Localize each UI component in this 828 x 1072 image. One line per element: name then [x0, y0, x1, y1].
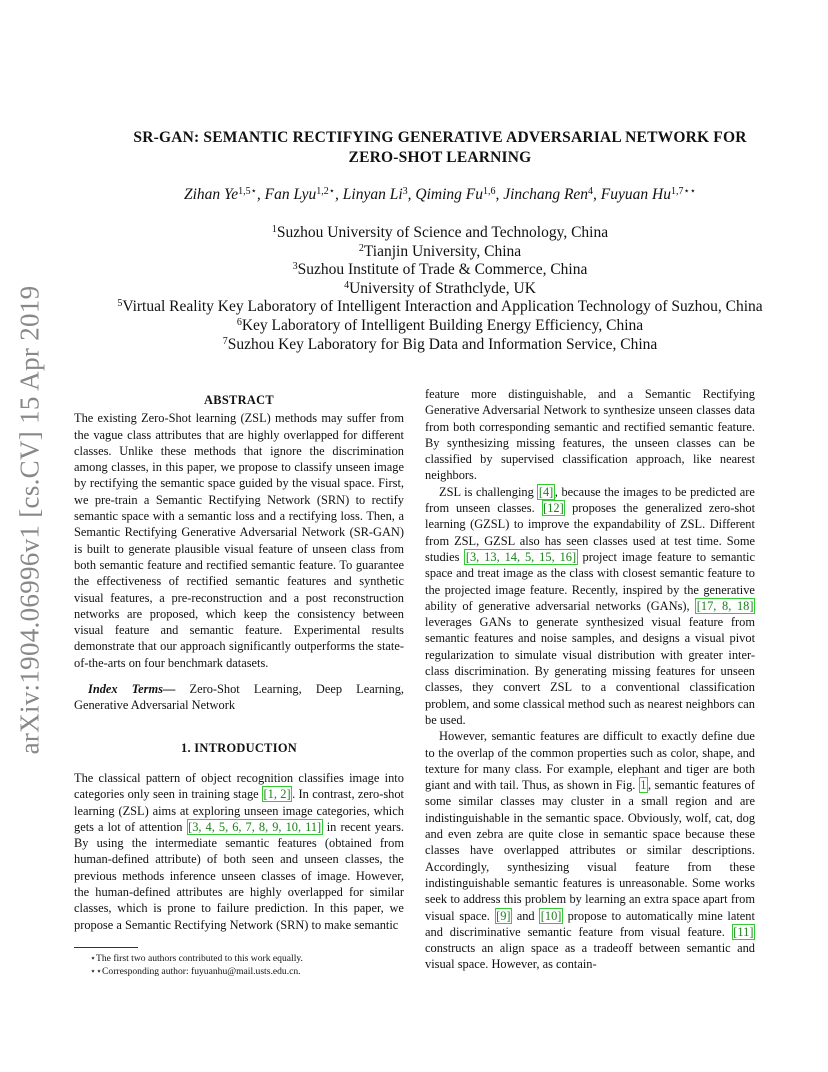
author-name: Zihan Ye	[183, 186, 239, 203]
author-name: Qiming Fu	[415, 186, 483, 203]
footnote: ⋆⋆Corresponding author: fuyuanhu@mail.usts.edu.cn.	[90, 966, 301, 977]
affiliation-marker: 1	[271, 224, 277, 235]
citation-link[interactable]: 1	[640, 778, 647, 793]
abstract-heading: ABSTRACT	[204, 393, 274, 407]
citation-link[interactable]: [1, 2]	[263, 787, 291, 802]
author-affiliation-marker: 3	[402, 186, 408, 197]
footnote-rule	[74, 947, 138, 948]
author-affiliation-marker: 1,6	[483, 186, 496, 197]
affiliation-marker: 2	[358, 242, 364, 254]
citation-link[interactable]: [10]	[540, 908, 562, 923]
title-line: ZERO-SHOT LEARNING	[348, 149, 532, 166]
intro-heading: 1. INTRODUCTION	[180, 740, 298, 755]
affiliation-marker: 4	[344, 279, 350, 291]
affiliation-marker: 6	[236, 316, 242, 328]
index-terms-label: Index Terms—	[88, 682, 176, 697]
affiliation-marker: 5	[117, 298, 123, 310]
affiliation-text: Suzhou Institute of Trade & Commerce, China	[297, 261, 588, 279]
affiliation-text: Virtual Reality Key Laboratory of Intelligent Interaction and Application Technology of Suzhou, China	[122, 298, 763, 316]
citation-link[interactable]: [9]	[496, 908, 511, 923]
affiliation-line	[60, 280, 820, 299]
affiliation-marker: 7	[222, 335, 228, 347]
citation-link[interactable]: [3, 4, 5, 6, 7, 8, 9, 10, 11]	[188, 819, 322, 834]
left-column	[74, 392, 404, 933]
affiliation-line	[60, 261, 820, 280]
affiliation-text: Tianjin University, China	[363, 242, 522, 260]
affiliation-text: Suzhou University of Science and Technology, China	[276, 224, 609, 241]
author-affiliation-marker: 1,5⋆	[238, 186, 257, 197]
title-line: SR-GAN: SEMANTIC RECTIFYING GENERATIVE ADVERSARIAL NETWORK FOR	[133, 129, 747, 146]
intro-paragraph: However, semantic features are difficult to exactly define due to the overlap of the common properties such as color, shape, and texture for many class. For example, elephant and tiger are both giant and with tail. Thus, as shown in Fig. 1 , semantic features of some similar classes may cluster in a small region and are indistinguishable in the semantic space. Obviously, wolf, cat, dog and even zebra are quite close in semantic space because these classes have overlapped attributes or similar descriptions. Accordingly, synthesizing visual feature from these indistinguishable semantic features is unreasonable. Some works seek to address this problem by learning an extra space apart from visual space. [9] and [10] propose to automatically mine latent and discriminative semantic feature from visual feature. [11] constructs an align space as a tradeoff between semantic and visual space. However, as contain-	[425, 729, 756, 972]
author-affiliation-marker: 1,2⋆	[316, 186, 336, 197]
author-name: Fuyuan Hu	[600, 186, 671, 203]
affiliation-line	[60, 317, 820, 336]
author-name: Linyan Li	[342, 186, 403, 203]
affiliation-text: University of Strathclyde, UK	[349, 279, 536, 297]
author-affiliation-marker: 4	[588, 186, 594, 197]
footnote: ⋆The first two authors contributed to this work equally.	[90, 953, 303, 964]
index-terms	[74, 681, 404, 714]
affiliation-list	[60, 224, 820, 354]
author-name: Jinchang Ren	[503, 186, 589, 203]
paper-title	[60, 128, 820, 168]
affiliation-line	[60, 336, 820, 355]
intro-paragraph: ZSL is challenging [4] , because the images to be predicted are from unseen classes. [12] proposes the generalized zero-shot learning (GZSL) to improve the expandability of ZSL. Different from ZSL, GZSL also has seen classes used at test time. Some studies [3, 13, 14, 5, 15, 16] project image feature to semantic space and treat image as the class with closest semantic feature to the projected image feature. Recently, inspired by the generative ability of generative adversarial networks (GANs), [17, 8, 18] leverages GANs to generate synthesized visual feature from semantic features and noise samples, and designs a visual pivot regularization to simulate visual distribution with greater inter-class discrimination. By generating missing features for unseen classes, they convert ZSL to a conventional classification problem, and some classical method such as nearest neighbors can be used.	[425, 484, 756, 727]
author-affiliation-marker: 1,7⋆⋆	[670, 186, 696, 197]
citation-link[interactable]: [11]	[733, 924, 754, 939]
affiliation-text: Suzhou Key Laboratory for Big Data and Information Service, China	[227, 335, 658, 353]
affiliation-marker: 3	[292, 261, 298, 273]
right-column	[425, 386, 755, 973]
arxiv-id-text: arXiv:1904.06996v1 [cs.CV] 15 Apr 2019	[14, 285, 45, 755]
index-terms-text: Zero-Shot Learning, Deep Learning, Generative Adversarial Network	[74, 682, 404, 713]
footnotes	[74, 952, 404, 978]
intro-paragraph: The classical pattern of object recognition classifies image into categories only seen in training stage [1, 2] . In contrast, zero-shot learning (ZSL) aims at exploring unseen image categories, which gets a lot of attention [3, 4, 5, 6, 7, 8, 9, 10, 11] in recent years. By using the intermediate semantic features (obtained from human-defined attribute) of both seen and unseen classes, the previous methods inference unseen classes of image. However, the human-defined attributes are highly overlapped for similar classes, which is prone to failure prediction. In this paper, we propose a Semantic Rectifying Network (SRN) to make semantic	[74, 770, 405, 932]
affiliation-line	[60, 224, 820, 243]
citation-link[interactable]: [17, 8, 18]	[696, 598, 754, 613]
affiliation-line	[60, 243, 820, 262]
author-name: Fan Lyu	[264, 186, 317, 203]
abstract-body: The existing Zero-Shot learning (ZSL) methods may suffer from the vague class attributes that are highly overlapped for different classes. Unlike these methods that ignore the discrimination among classes, in this paper, we propose to classify unseen image by rectifying the semantic space guided by the visual space. First, we pre-train a Semantic Rectifying Network (SRN) to rectify semantic space with a semantic loss and a rectifying loss. Then, a Semantic Rectifying Generative Adversarial Network (SR-GAN) is built to generate plausible visual feature of unseen class from both semantic feature and rectified semantic feature. To guarantee the effectiveness of rectified semantic features and synthetic visual features, a pre-reconstruction and a post reconstruction networks are proposed, which keep the consistency between visual feature and semantic feature. Experimental results demonstrate that our approach significantly outperforms the state-of-the-arts on four benchmark datasets.	[74, 411, 404, 670]
citation-link[interactable]: [12]	[543, 501, 564, 516]
intro-paragraph-continued: feature more distinguishable, and a Semantic Rectifying Generative Adversarial Network to synthesize unseen classes data from both corresponding semantic and rectified semantic feature. By synthesizing missing features, the unseen classes can be classified by supervised classification approach, like nearest neighbors.	[425, 387, 756, 483]
affiliation-text: Key Laboratory of Intelligent Building Energy Efficiency, China	[241, 316, 644, 334]
affiliation-line	[60, 298, 820, 317]
author-list: Zihan $Ye^{1,5⋆}$, Fan Lyu$^{1,2⋆}$, Linyan Li$^3$, Qiming Fu$^{1,6}$, Jinchang Ren$^4$, Fuyuan $Hu^{1,7⋆⋆}$	[183, 186, 696, 203]
arxiv-identifier	[8, 280, 52, 760]
citation-link[interactable]: [4]	[538, 484, 554, 499]
citation-link[interactable]: [3, 13, 14, 5, 15, 16]	[465, 549, 577, 564]
